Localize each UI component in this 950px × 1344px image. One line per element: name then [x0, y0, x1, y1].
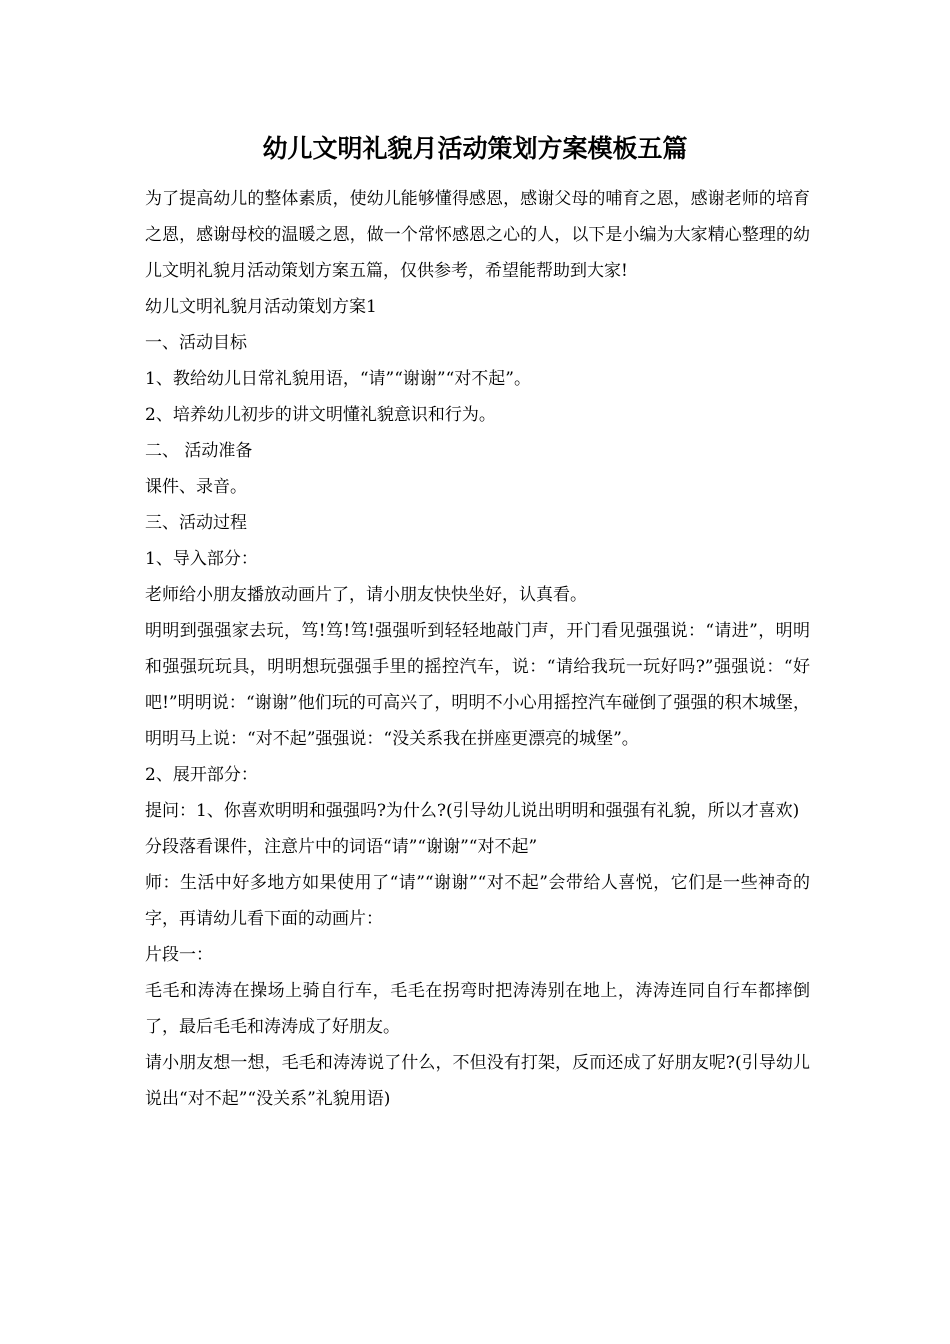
paragraph-teacher-plays-cartoon: 老师给小朋友播放动画片了，请小朋友快快坐好，认真看。 [145, 585, 587, 605]
goal-item-2: 2、培养幼儿初步的讲文明懂礼貌意识和行为。 [145, 405, 496, 425]
paragraph-segment-one-question: 请小朋友想一想，毛毛和涛涛说了什么，不但没有打架，反而还成了好朋友呢?(引导幼儿说出“对不起”“没关系”礼貌用语) [145, 1053, 810, 1109]
process-step-expand: 2、展开部分： [145, 765, 258, 785]
section-heading-process: 三、活动过程 [145, 513, 247, 533]
paragraph-question: 提问：1、你喜欢明明和强强吗?为什么?(引导幼儿说出明明和强强有礼貌，所以才喜欢) [145, 801, 800, 821]
section-heading-goals: 一、活动目标 [145, 333, 247, 353]
segment-one-heading: 片段一： [145, 945, 213, 965]
paragraph-teacher-remark: 师：生活中好多地方如果使用了“请”“谢谢”“对不起”会带给人喜悦，它们是一些神奇的字，再请幼儿看下面的动画片： [145, 873, 810, 929]
paragraph-segment-one-story: 毛毛和涛涛在操场上骑自行车，毛毛在拐弯时把涛涛别在地上，涛涛连同自行车都摔倒了，最后毛毛和涛涛成了好朋友。 [145, 981, 810, 1037]
preparation-text: 课件、录音。 [145, 477, 247, 497]
process-step-intro: 1、导入部分： [145, 549, 258, 569]
section-heading-preparation: 二、 活动准备 [145, 441, 253, 461]
goal-item-1: 1、教给幼儿日常礼貌用语，“请”“谢谢”“对不起”。 [145, 369, 531, 389]
paragraph-segment-viewing: 分段落看课件，注意片中的词语“请”“谢谢”“对不起” [145, 837, 538, 857]
intro-paragraph: 为了提高幼儿的整体素质，使幼儿能够懂得感恩，感谢父母的哺育之恩，感谢老师的培育之恩，感谢母校的温暖之恩，做一个常怀感恩之心的人，以下是小编为大家精心整理的幼儿文明礼貌月活动策划方案五篇，仅供参考，希望能帮助到大家! [145, 189, 810, 281]
document-body [145, 181, 810, 1117]
paragraph-story: 明明到强强家去玩，笃!笃!笃!强强听到轻轻地敲门声，开门看见强强说：“请进”，明明和强强玩玩具，明明想玩强强手里的摇控汽车，说：“请给我玩一玩好吗?”强强说：“好吧!”明明说：“谢谢”他们玩的可高兴了，明明不小心用摇控汽车碰倒了强强的积木城堡，明明马上说：“对不起”强强说：“没关系我在拼座更漂亮的城堡”。 [145, 621, 810, 749]
plan-heading: 幼儿文明礼貌月活动策划方案1 [145, 297, 377, 317]
document-title: 幼儿文明礼貌月活动策划方案模板五篇 [262, 134, 688, 163]
